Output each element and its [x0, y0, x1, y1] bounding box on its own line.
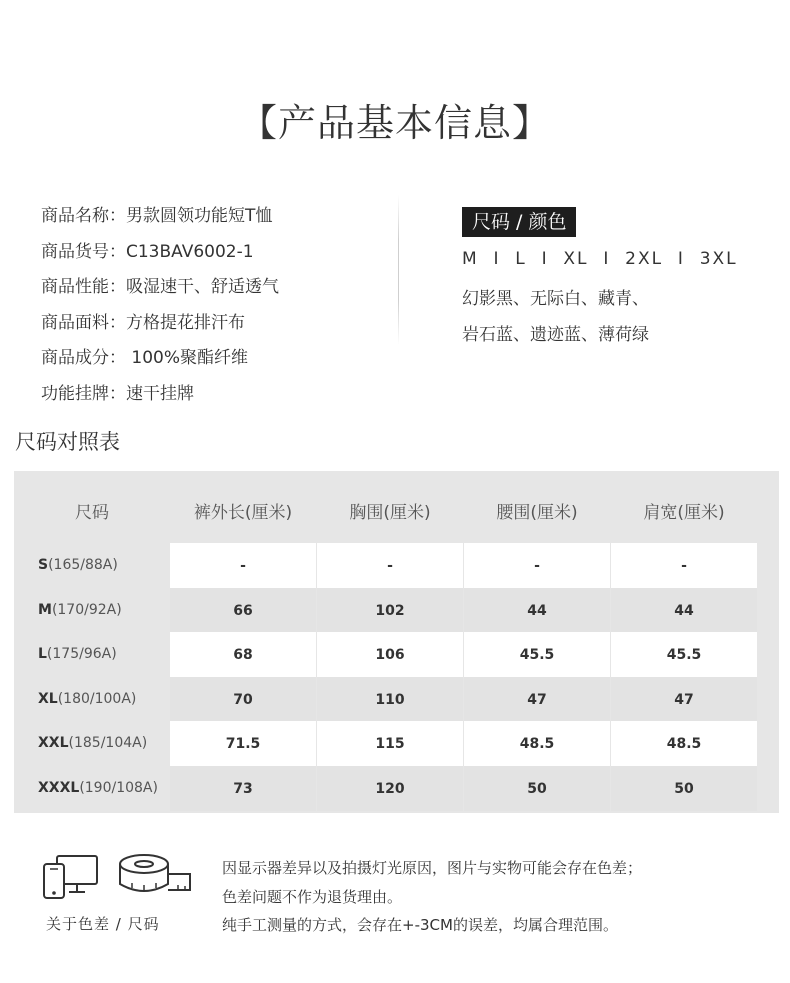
table-row — [14, 721, 779, 766]
size-code: L — [38, 646, 47, 663]
info-label: 商品性能： — [41, 277, 126, 298]
table-row — [14, 543, 779, 588]
disclaimer-notes — [222, 854, 642, 940]
size-code: XXXL — [38, 780, 80, 796]
info-label: 商品货号： — [41, 241, 126, 262]
value-cell: 48.5 — [611, 721, 757, 766]
value-cell: 50 — [464, 766, 610, 811]
value-cell: 45.5 — [464, 632, 610, 677]
size-cell — [38, 677, 136, 722]
size-spec: (180/100A) — [57, 690, 137, 707]
info-row-tag — [41, 382, 279, 418]
size-cell — [38, 588, 122, 633]
size-cell — [38, 543, 118, 588]
size-spec: (190/108A) — [79, 780, 158, 796]
header-shoulder: 肩宽(厘米) — [643, 503, 725, 523]
value-cell: 50 — [611, 766, 757, 811]
info-row-name — [41, 204, 279, 240]
value-cell: 45.5 — [611, 632, 757, 677]
info-row-performance — [41, 275, 279, 311]
header-chest: 胸围(厘米) — [349, 503, 431, 523]
value-cell: 102 — [317, 588, 463, 633]
size-spec: (170/92A) — [51, 601, 122, 618]
table-row — [14, 766, 779, 811]
value-cell: 73 — [170, 766, 316, 811]
size-chart-table — [14, 471, 779, 813]
size-cell — [38, 632, 117, 677]
color-line-2: 岩石蓝、遗迹蓝、薄荷绿 — [462, 325, 649, 345]
size-list: M I L I XL I 2XL I 3XL — [462, 249, 738, 269]
info-value: 吸湿速干、舒适透气 — [126, 277, 279, 298]
size-spec: (165/88A) — [48, 557, 118, 573]
size-spec: (185/104A) — [68, 735, 148, 752]
header-length: 裤外长(厘米) — [193, 503, 293, 523]
size-code: XXL — [38, 735, 69, 752]
info-value: 速干挂牌 — [126, 383, 194, 404]
value-cell: 70 — [170, 677, 316, 722]
info-label: 商品名称： — [41, 206, 126, 226]
value-cell: 68 — [170, 632, 316, 677]
info-value: 方格提花排汗布 — [126, 312, 245, 333]
value-cell: 120 — [317, 766, 463, 811]
info-row-sku — [41, 240, 279, 276]
color-list — [462, 281, 738, 353]
info-row-fabric — [41, 311, 279, 347]
note-line: 色差问题不作为退货理由。 — [222, 887, 403, 906]
note-line: 因显示器差异以及拍摄灯光原因，图片与实物可能会存在色差； — [222, 859, 643, 877]
value-cell: 110 — [317, 677, 463, 722]
info-value: C13BAV6002-1 — [126, 241, 254, 262]
footer-icons — [40, 850, 200, 906]
size-color-panel — [462, 207, 738, 353]
table-row — [14, 632, 779, 677]
info-label: 功能挂牌： — [41, 383, 126, 404]
size-cell — [38, 766, 158, 811]
value-cell: 106 — [317, 632, 463, 677]
value-cell: 115 — [317, 721, 463, 766]
header-waist: 腰围(厘米) — [496, 503, 578, 523]
value-cell: 71.5 — [170, 721, 316, 766]
value-cell: 48.5 — [464, 721, 610, 766]
page-title: 【产品基本信息】 — [238, 101, 551, 145]
value-cell: 44 — [611, 588, 757, 633]
value-cell: - — [464, 543, 610, 588]
note-line: 纯手工测量的方式，会存在+-3CM的误差，均属合理范围。 — [222, 916, 618, 935]
vertical-divider — [398, 195, 399, 345]
info-value: 男款圆领功能短T恤 — [126, 206, 273, 226]
icon-caption: 关于色差 / 尺码 — [46, 915, 160, 933]
header-size: 尺码 — [75, 503, 109, 523]
size-code: S — [38, 557, 49, 573]
info-value: 100%聚酯纤维 — [126, 348, 249, 369]
product-info-list — [41, 204, 279, 418]
info-label: 商品面料： — [41, 312, 126, 333]
size-cell — [38, 721, 147, 766]
devices-icon — [40, 850, 200, 902]
value-cell: 47 — [464, 677, 610, 722]
size-code: XL — [38, 690, 58, 707]
table-row — [14, 588, 779, 633]
info-label: 商品成分： — [41, 348, 126, 369]
value-cell: - — [317, 543, 463, 588]
color-line-1: 幻影黑、无际白、藏青、 — [462, 289, 649, 309]
value-cell: 47 — [611, 677, 757, 722]
size-chart-title: 尺码对照表 — [15, 430, 120, 454]
value-cell: 66 — [170, 588, 316, 633]
value-cell: - — [611, 543, 757, 588]
value-cell: - — [170, 543, 316, 588]
size-code: M — [38, 601, 52, 618]
measuring-tape-icon — [120, 855, 190, 891]
table-header — [14, 471, 779, 543]
size-spec: (175/96A) — [46, 646, 117, 663]
value-cell: 44 — [464, 588, 610, 633]
size-color-badge: 尺码 / 颜色 — [462, 207, 576, 237]
table-row — [14, 677, 779, 722]
info-row-composition — [41, 346, 279, 382]
